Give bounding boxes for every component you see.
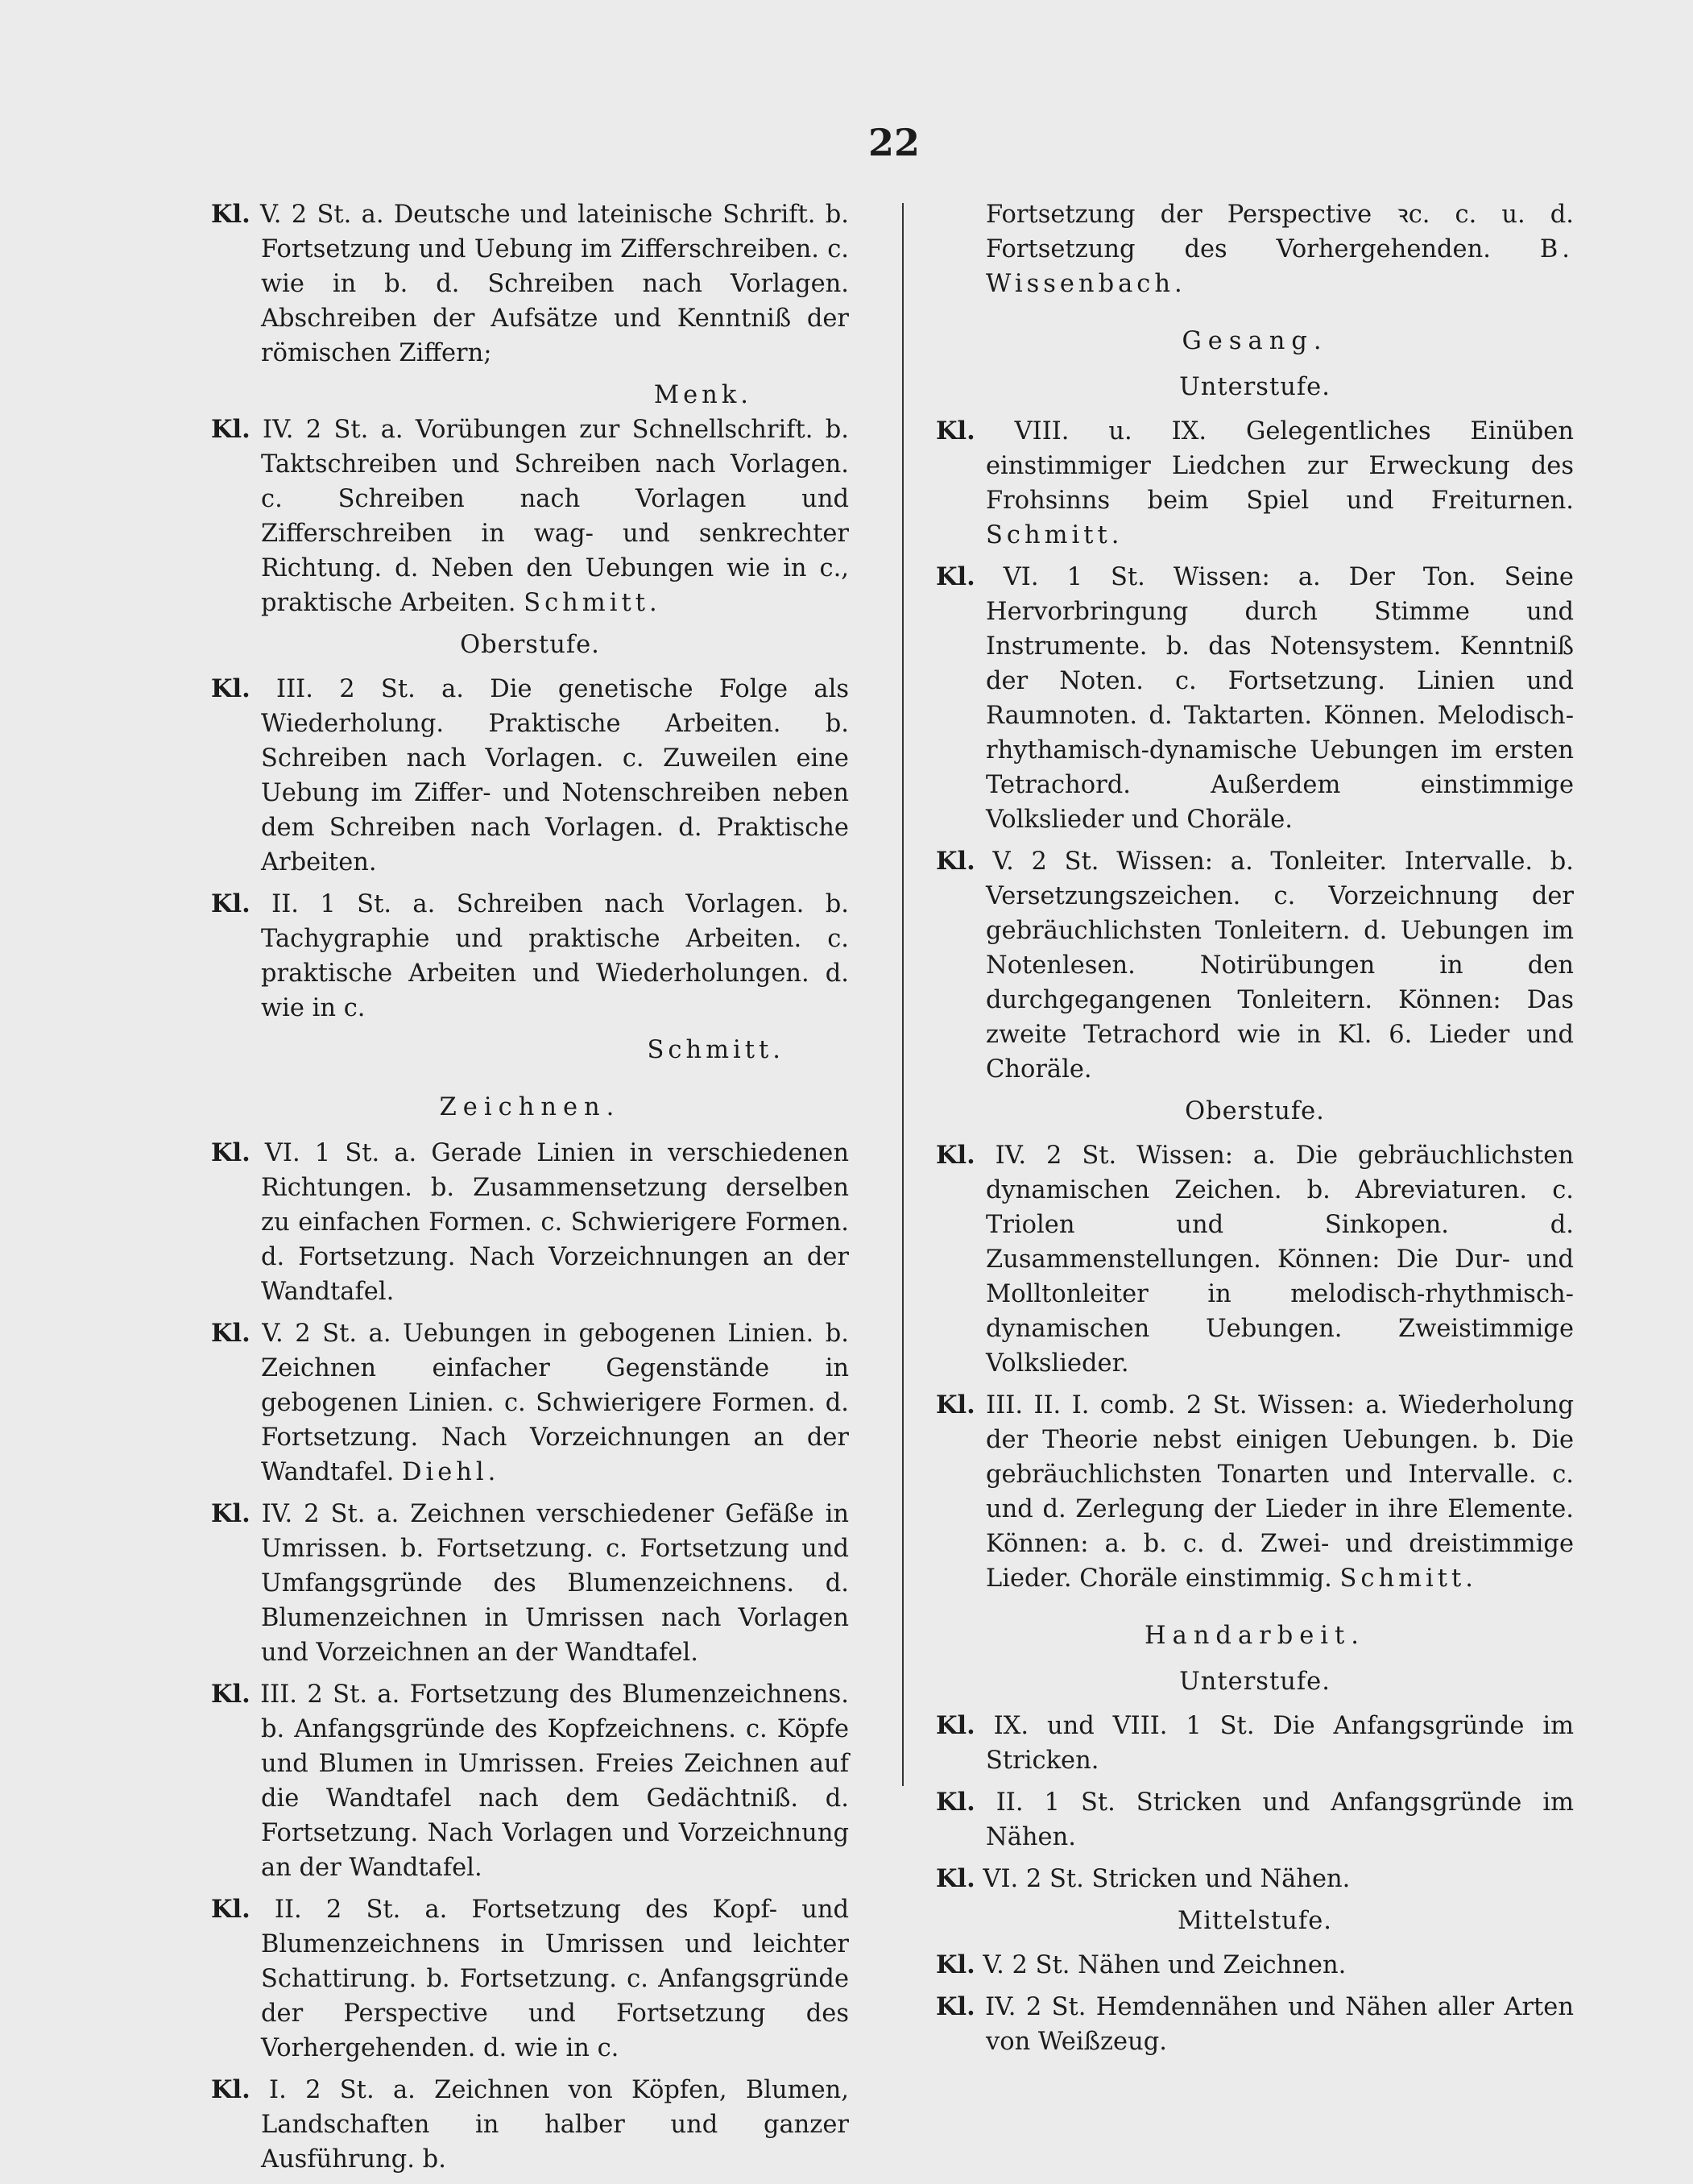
class-label: Kl. xyxy=(936,1950,975,1979)
entry-text: III. 2 St. a. Die genetische Folge als Wiederholung. Praktische Arbeiten. b. Schreiben nach Vorlagen. c. Zuweilen eine Uebung im Ziffer- und Notenschreiben neben dem Schreiben nach Vorlagen. d. Praktische Arbeiten. xyxy=(261,675,849,877)
left-column xyxy=(211,197,849,2184)
entry-right-a0 xyxy=(936,414,1574,553)
entry-left-c4 xyxy=(211,1892,849,2066)
page-number: 22 xyxy=(867,121,920,164)
heading-oberstufe: Oberstufe. xyxy=(460,631,600,659)
heading-handarbeit: Handarbeit. xyxy=(1145,1622,1365,1650)
entry-left-c3 xyxy=(211,1677,849,1885)
entry-text: IV. 2 St. a. Zeichnen verschiedener Gefäße in Umrissen. b. Fortsetzung. c. Fortsetzung und Umfangsgründe des Blumenzeichnens. d. Blumenzeichnen in Umrissen nach Vorlagen und Vorzeichnen an der Wandtafel. xyxy=(261,1500,849,1667)
entry-text: V. 2 St. a. Deutsche und lateinische Schrift. b. Fortsetzung und Uebung im Zifferschreiben. c. wie in b. d. Schreiben nach Vorlagen. Abschreiben der Aufsätze und Kenntniß der römischen Ziffern; xyxy=(260,201,849,367)
teacher-name: Schmitt. xyxy=(1339,1564,1478,1593)
heading-gesang: Gesang. xyxy=(1182,327,1328,355)
entry-right-c2 xyxy=(936,1862,1574,1896)
entry-text: III. 2 St. a. Fortsetzung des Blumenzeichnens. b. Anfangsgründe des Kopfzeichnens. c. Köpfe und Blumen in Umrissen. Freies Zeichnen auf die Wandtafel nach dem Gedächtniß. d. Fortsetzung. Nach Vorlagen und Vorzeichnung an der Wandtafel. xyxy=(260,1680,849,1882)
class-label: Kl. xyxy=(936,1711,975,1740)
entry-left-b1 xyxy=(211,887,849,1026)
entry-left-c1 xyxy=(211,1316,849,1490)
class-label: Kl. xyxy=(936,416,975,446)
class-label: Kl. xyxy=(936,1864,975,1893)
entry-right-c0 xyxy=(936,1709,1574,1778)
entry-left-b0 xyxy=(211,672,849,880)
teacher-signature: Menk. xyxy=(653,381,752,409)
class-label: Kl. xyxy=(936,1141,975,1170)
class-label: Kl. xyxy=(211,1895,250,1924)
entry-text: II. 2 St. a. Fortsetzung des Kopf- und Blumenzeichnens in Umrissen und leichter Schattirung. b. Fortsetzung. c. Anfangsgründe der Perspective und Fortsetzung des Vorhergehenden. d. wie in c. xyxy=(261,1896,849,2062)
class-label: Kl. xyxy=(936,1390,975,1419)
heading-zeichnen: Zeichnen. xyxy=(439,1093,621,1121)
class-label: Kl. xyxy=(211,1138,250,1167)
entry-text: II. 1 St. Stricken und Anfangsgründe im Nähen. xyxy=(986,1788,1574,1851)
teacher-name: Schmitt. xyxy=(986,521,1124,549)
entry-right-a2 xyxy=(936,844,1574,1087)
entry-right-c1 xyxy=(936,1785,1574,1855)
teacher-name: Schmitt. xyxy=(524,589,661,617)
teacher-signature: Schmitt. xyxy=(647,1036,784,1064)
entry-text: III. II. I. comb. 2 St. Wissen: a. Wiederholung der Theorie nebst einigen Uebungen. b. Die gebräuchlichsten Tonarten und Intervalle. c. und d. Zerlegung der Lieder in ihre Elemente. Können: a. b. c. d. Zwei- und dreistimmige Lieder. Choräle einstimmig. xyxy=(986,1391,1574,1593)
entry-right-d1 xyxy=(936,1990,1574,2059)
entry-left-a0 xyxy=(211,197,849,371)
entry-text: VI. 1 St. a. Gerade Linien in verschiedenen Richtungen. b. Zusammensetzung derselben zu einfachen Formen. c. Schwierigere Formen. d. Fortsetzung. Nach Vorzeichnungen an der Wandtafel. xyxy=(261,1139,849,1306)
entry-text: VI. 1 St. Wissen: a. Der Ton. Seine Hervorbringung durch Stimme und Instrumente. b. das Notensystem. Kenntniß der Noten. c. Fortsetzung. Linien und Raumnoten. d. Taktarten. Können. Melodisch-rhythamisch-dynamische Uebungen im ersten Tetrachord. Außerdem einstimmige Volkslieder und Choräle. xyxy=(986,563,1574,834)
entry-right-continuation xyxy=(936,197,1574,301)
class-label: Kl. xyxy=(936,1788,975,1817)
entry-text: I. 2 St. a. Zeichnen von Köpfen, Blumen, Landschaften in halber und ganzer Ausführung. b. xyxy=(261,2076,849,2174)
entry-text: VI. 2 St. Stricken und Nähen. xyxy=(983,1865,1351,1893)
entry-text: Fortsetzung der Perspective ꝛc. c. u. d. Fortsetzung des Vorhergehenden. xyxy=(986,201,1574,263)
entry-text: V. 2 St. Nähen und Zeichnen. xyxy=(983,1951,1347,1979)
class-label: Kl. xyxy=(211,674,250,703)
heading-unterstufe: Unterstufe. xyxy=(1179,373,1331,401)
class-label: Kl. xyxy=(211,2075,250,2104)
entry-right-b1 xyxy=(936,1388,1574,1596)
entry-text: IV. 2 St. Wissen: a. Die gebräuchlichsten dynamischen Zeichen. b. Abreviaturen. c. Triolen und Sinkopen. d. Zusammenstellungen. Können: Die Dur- und Molltonleiter in melodisch-rhythmisch-dynamischen Uebungen. Zweistimmige Volkslieder. xyxy=(986,1142,1574,1378)
entry-left-c0 xyxy=(211,1136,849,1309)
entry-left-a1 xyxy=(211,412,849,620)
entry-right-a1 xyxy=(936,560,1574,837)
entry-text: V. 2 St. a. Uebungen in gebogenen Linien. b. Zeichnen einfacher Gegenstände in gebogenen Linien. c. Schwierigere Formen. d. Fortsetzung. Nach Vorzeichnungen an der Wandtafel. xyxy=(261,1320,849,1486)
entry-text: II. 1 St. a. Schreiben nach Vorlagen. b. Tachygraphie und praktische Arbeiten. c. praktische Arbeiten und Wiederholungen. d. wie in c. xyxy=(261,890,849,1022)
teacher-name: Diehl. xyxy=(401,1458,500,1486)
right-column xyxy=(936,197,1574,2066)
class-label: Kl. xyxy=(211,1319,250,1348)
heading-unterstufe-2: Unterstufe. xyxy=(1179,1668,1331,1696)
class-label: Kl. xyxy=(211,200,250,229)
class-label: Kl. xyxy=(936,562,975,591)
class-label: Kl. xyxy=(211,889,250,918)
entry-text: IX. und VIII. 1 St. Die Anfangsgründe im Stricken. xyxy=(986,1712,1575,1775)
entry-text: IV. 2 St. Hemdennähen und Nähen aller Arten von Weißzeug. xyxy=(985,1993,1574,2056)
column-divider xyxy=(902,203,904,1786)
entry-text: V. 2 St. Wissen: a. Tonleiter. Intervalle. b. Versetzungszeichen. c. Vorzeichnung der gebräuchlichsten Tonleitern. d. Uebungen im Notenlesen. Notirübungen in den durchgegangenen Tonleitern. Können: Das zweite Tetrachord wie in Kl. 6. Lieder und Choräle. xyxy=(986,847,1574,1084)
class-label: Kl. xyxy=(211,1680,250,1709)
class-label: Kl. xyxy=(936,1992,975,2021)
class-label: Kl. xyxy=(211,1499,250,1528)
teacher-name: B. Wissenbach. xyxy=(986,235,1574,298)
heading-mittelstufe: Mittelstufe. xyxy=(1178,1907,1332,1935)
entry-right-b0 xyxy=(936,1138,1574,1381)
entry-left-c2 xyxy=(211,1497,849,1670)
class-label: Kl. xyxy=(936,847,975,876)
heading-oberstufe: Oberstufe. xyxy=(1185,1097,1325,1125)
entry-text: VIII. u. IX. Gelegentliches Einüben einstimmiger Liedchen zur Erweckung des Frohsinns beim Spiel und Freiturnen. xyxy=(986,417,1575,515)
entry-left-c5 xyxy=(211,2073,849,2177)
entry-text: IV. 2 St. a. Vorübungen zur Schnellschrift. b. Taktschreiben und Schreiben nach Vorlagen. c. Schreiben nach Vorlagen und Zifferschreiben in wag- und senkrechter Richtung. d. Neben den Uebungen wie in c., praktische Arbeiten. xyxy=(261,416,849,617)
entry-right-d0 xyxy=(936,1948,1574,1983)
class-label: Kl. xyxy=(211,415,250,444)
